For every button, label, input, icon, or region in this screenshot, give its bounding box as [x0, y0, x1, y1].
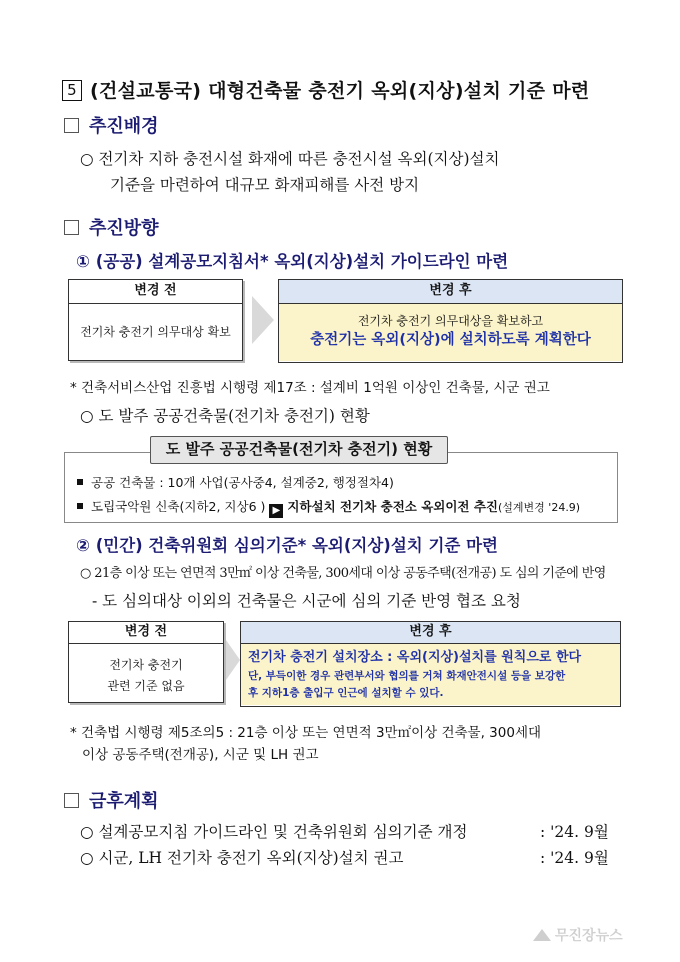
after-text-line-2: 충전기는 옥외(지상)에 설치하도록 계획한다	[310, 332, 591, 348]
footnote-2-line-1: * 건축법 시행령 제5조의5 : 21층 이상 또는 연면적 3만㎡이상 건축물, 300세대	[70, 725, 542, 741]
page-title	[62, 76, 590, 103]
before-text: 전기차 충전기 의무대상 확보	[80, 325, 231, 339]
plan-row-2-date: : '24. 9월	[540, 849, 609, 867]
after-box-1	[278, 279, 623, 363]
after-label: 변경 후	[241, 622, 620, 644]
square-bullet-icon	[77, 503, 83, 509]
status-row-1: 공공 건축물 : 10개 사업(공사중4, 설계중2, 행정절차4)	[77, 473, 394, 491]
after-box-2	[240, 621, 621, 707]
before-label: 변경 전	[69, 622, 223, 644]
footnote-2-line-2: 이상 공동주택(전개공), 시군 및 LH 권고	[82, 747, 319, 763]
sub-heading-private: ② (민간) 건축위원회 심의기준* 옥외(지상)설치 기준 마련	[76, 536, 498, 555]
background-line-1: ○ 전기차 지하 충전시설 화재에 따른 충전시설 옥외(지상)설치	[80, 150, 500, 168]
private-line-2: - 도 심의대상 이외의 건축물은 시군에 심의 기준 반영 협조 요청	[92, 592, 521, 610]
section-heading-background: 추진배경	[64, 112, 159, 138]
plan-row-1-text: ○ 설계공모지침 가이드라인 및 건축위원회 심의기준 개정	[80, 823, 468, 841]
plan-row-1-date: : '24. 9월	[540, 823, 609, 841]
before-label: 변경 전	[69, 280, 242, 304]
footnote-1: * 건축서비스산업 진흥법 시행령 제17조 : 설계비 1억원 이상인 건축물, 시군 권고	[70, 380, 550, 396]
square-bullet-icon	[77, 479, 83, 485]
status-title: 도 발주 공공건축물(전기차 충전기) 현황	[150, 436, 448, 464]
arrow-right-box-icon: ▶	[269, 504, 283, 518]
arrow-right-icon	[252, 296, 274, 344]
page-title-text: (건설교통국) 대형건축물 충전기 옥외(지상)설치 기준 마련	[90, 80, 590, 102]
after-label: 변경 후	[279, 280, 622, 304]
after-text-line-1: 전기차 충전기 의무대상을 확보하고	[357, 314, 544, 328]
status-intro-line: ○ 도 발주 공공건축물(전기차 충전기) 현황	[80, 407, 370, 425]
square-bullet-icon	[64, 118, 79, 133]
before-box-1	[68, 279, 243, 361]
after-text-line-1: 전기차 충전기 설치장소 : 옥외(지상)설치를 원칙으로 한다	[248, 650, 582, 665]
before-box-2	[68, 621, 224, 703]
watermark-logo: 무진장뉴스	[533, 925, 623, 945]
sub-heading-public: ① (공공) 설계공모지침서* 옥외(지상)설치 가이드라인 마련	[76, 252, 509, 271]
item-number-box: 5	[62, 80, 82, 101]
background-line-2: 기준을 마련하여 대규모 화재피해를 사전 방지	[110, 176, 420, 194]
after-text-line-3: 후 지하1층 출입구 인근에 설치할 수 있다.	[248, 687, 444, 699]
square-bullet-icon	[64, 220, 79, 235]
status-row-2: 도립국악원 신축(지하2, 지상6 ) ▶ 지하설치 전기차 충전소 옥외이전 추진(설계변경 '24.9)	[77, 497, 580, 518]
mountain-logo-icon	[533, 929, 551, 941]
before-text-line-2: 관련 기준 없음	[107, 679, 185, 693]
after-text-line-2: 단, 부득이한 경우 관련부서와 협의를 거쳐 화재안전시설 등을 보강한	[248, 670, 566, 682]
square-bullet-icon	[64, 793, 79, 808]
before-text-line-1: 전기차 충전기	[109, 658, 183, 672]
plan-row-2-text: ○ 시군, LH 전기차 충전기 옥외(지상)설치 권고	[80, 849, 404, 867]
section-heading-plan: 금후계획	[64, 787, 159, 813]
section-heading-direction: 추진방향	[64, 214, 159, 240]
arrow-right-icon	[226, 640, 240, 680]
private-line-1: ○ 21층 이상 또는 연면적 3만㎡ 이상 건축물, 300세대 이상 공동주택(전개공) 도 심의 기준에 반영	[80, 566, 606, 581]
